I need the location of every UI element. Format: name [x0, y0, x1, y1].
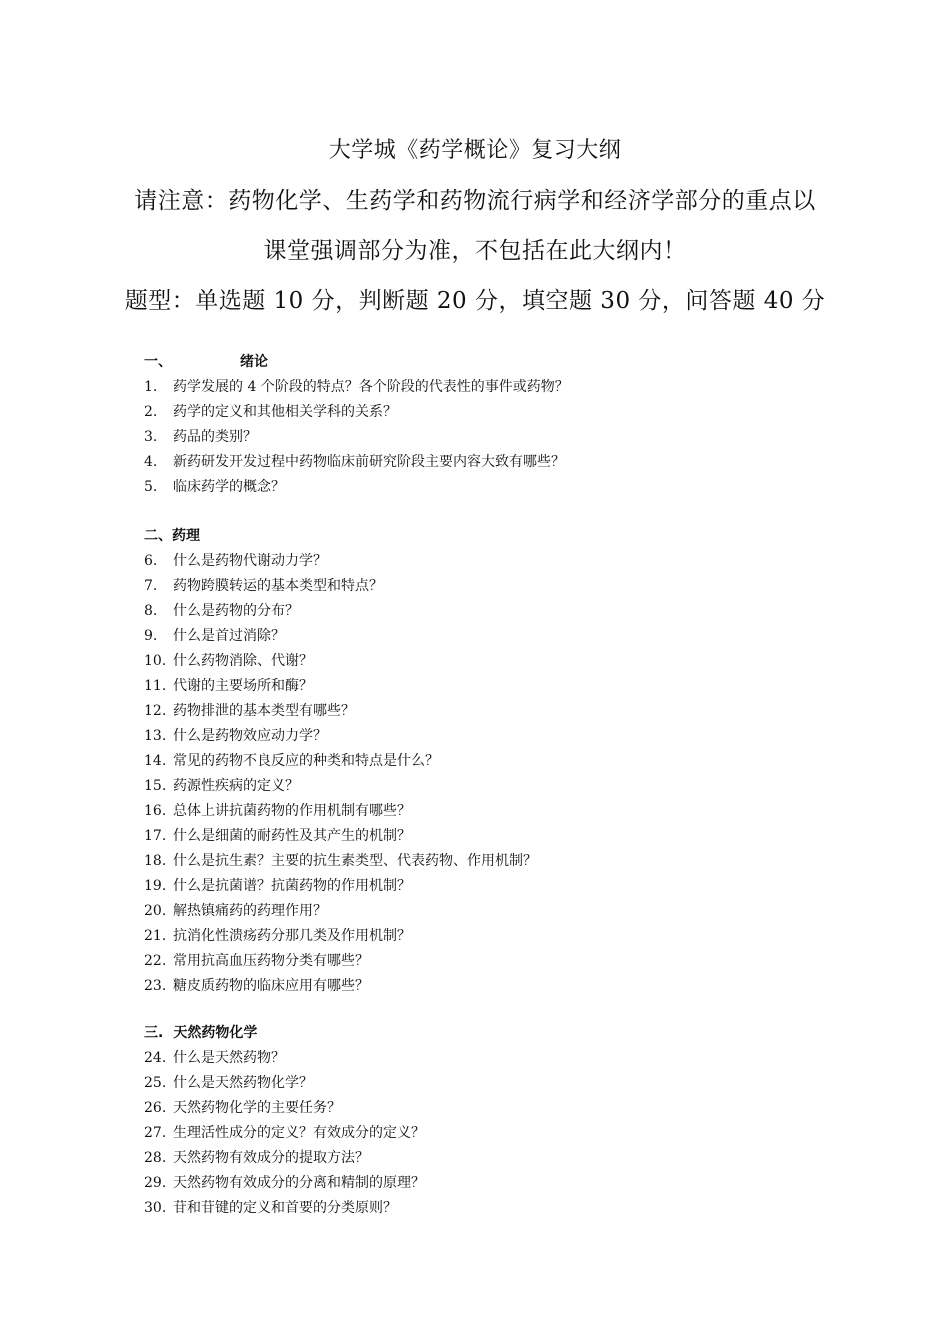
item-text: 天然药物化学的主要任务？ [173, 1100, 341, 1116]
list-item [144, 649, 864, 674]
item-text: 什么是天然药物化学？ [173, 1075, 313, 1091]
item-text: 药学发展的 4 个阶段的特点？各个阶段的代表性的事件或药物？ [173, 379, 569, 395]
list-item [144, 1121, 864, 1146]
item-number: 20. [144, 903, 167, 919]
item-text: 什么是药物效应动力学？ [173, 728, 327, 744]
section-number: 一、 [144, 354, 172, 370]
list-item [144, 425, 864, 450]
item-text: 糖皮质药物的临床应用有哪些？ [173, 978, 369, 994]
list-item [144, 724, 864, 749]
item-number: 22. [144, 953, 167, 969]
list-item [144, 749, 864, 774]
item-text: 药物排泄的基本类型有哪些？ [173, 703, 355, 719]
item-text: 什么是药物代谢动力学？ [173, 553, 327, 569]
item-text: 常见的药物不良反应的种类和特点是什么？ [173, 753, 439, 769]
list-item [144, 699, 864, 724]
item-number: 5. [144, 479, 158, 495]
item-number: 10. [144, 653, 167, 669]
item-number: 14. [144, 753, 167, 769]
list-item [144, 949, 864, 974]
item-number: 24. [144, 1050, 167, 1066]
item-text: 临床药学的概念？ [173, 479, 285, 495]
item-number: 4. [144, 454, 158, 470]
list-item [144, 1071, 864, 1096]
item-text: 什么是首过消除？ [173, 628, 285, 644]
section-heading [144, 524, 864, 549]
item-text: 常用抗高血压药物分类有哪些？ [173, 953, 369, 969]
list-item [144, 1146, 864, 1171]
section-natural-medicinal-chemistry [144, 1021, 864, 1221]
item-number: 8. [144, 603, 158, 619]
item-number: 2. [144, 404, 158, 420]
list-item [144, 624, 864, 649]
list-item [144, 924, 864, 949]
item-text: 药物跨膜转运的基本类型和特点？ [173, 578, 383, 594]
item-text: 天然药物有效成分的分离和精制的原理？ [173, 1175, 425, 1191]
item-number: 26. [144, 1100, 167, 1116]
list-item [144, 824, 864, 849]
item-number: 11. [144, 678, 167, 694]
item-number: 3. [144, 429, 158, 445]
question-types: 题型：单选题 10 分，判断题 20 分，填空题 30 分，问答题 40 分 [124, 288, 826, 314]
section-heading [144, 1021, 864, 1046]
item-text: 新药研发开发过程中药物临床前研究阶段主要内容大致有哪些？ [173, 454, 565, 470]
item-number: 25. [144, 1075, 167, 1091]
item-text: 什么是细菌的耐药性及其产生的机制？ [173, 828, 411, 844]
list-item [144, 1196, 864, 1221]
item-text: 抗消化性溃疡药分那几类及作用机制？ [173, 928, 411, 944]
section-pharmacology [144, 524, 864, 999]
item-text: 代谢的主要场所和酶？ [173, 678, 313, 694]
item-number: 15. [144, 778, 167, 794]
item-number: 12. [144, 703, 167, 719]
item-number: 28. [144, 1150, 167, 1166]
item-number: 9. [144, 628, 158, 644]
section-title: 药理 [172, 528, 200, 544]
item-number: 6. [144, 553, 158, 569]
item-text: 解热镇痛药的药理作用？ [173, 903, 327, 919]
item-text: 什么药物消除、代谢？ [173, 653, 313, 669]
section-number: 三. [144, 1025, 164, 1041]
heading-gap [163, 1021, 173, 1046]
item-number: 29. [144, 1175, 167, 1191]
item-text: 药学的定义和其他相关学科的关系？ [173, 404, 397, 420]
item-number: 17. [144, 828, 167, 844]
section-heading [144, 350, 864, 375]
section-title: 绪论 [240, 354, 268, 370]
list-item [144, 574, 864, 599]
item-number: 19. [144, 878, 167, 894]
notice-line-1: 请注意：药物化学、生药学和药物流行病学和经济学部分的重点以 [134, 188, 816, 214]
item-text: 药源性疾病的定义？ [173, 778, 299, 794]
item-number: 7. [144, 578, 158, 594]
item-text: 苷和苷键的定义和首要的分类原则？ [173, 1200, 397, 1216]
item-text: 总体上讲抗菌药物的作用机制有哪些？ [173, 803, 411, 819]
list-item [144, 899, 864, 924]
item-text: 什么是药物的分布？ [173, 603, 299, 619]
item-number: 13. [144, 728, 167, 744]
list-item [144, 599, 864, 624]
list-item [144, 450, 864, 475]
item-number: 21. [144, 928, 167, 944]
section-title: 天然药物化学 [173, 1025, 258, 1041]
list-item [144, 475, 864, 500]
item-number: 27. [144, 1125, 167, 1141]
notice-line-2: 课堂强调部分为准，不包括在此大纲内！ [263, 238, 687, 264]
list-item [144, 1096, 864, 1121]
section-introduction [144, 350, 864, 500]
item-number: 16. [144, 803, 167, 819]
list-item [144, 400, 864, 425]
list-item [144, 375, 864, 400]
list-item [144, 799, 864, 824]
list-item [144, 674, 864, 699]
item-text: 药品的类别？ [173, 429, 257, 445]
item-number: 23. [144, 978, 167, 994]
item-text: 什么是天然药物？ [173, 1050, 285, 1066]
list-item [144, 774, 864, 799]
item-number: 18. [144, 853, 167, 869]
item-number: 30. [144, 1200, 167, 1216]
list-item [144, 849, 864, 874]
item-text: 什么是抗生素？主要的抗生素类型、代表药物、作用机制？ [173, 853, 537, 869]
list-item [144, 874, 864, 899]
list-item [144, 974, 864, 999]
item-text: 什么是抗菌谱？抗菌药物的作用机制？ [173, 878, 411, 894]
list-item [144, 549, 864, 574]
document-title: 大学城《药学概论》复习大纲 [328, 138, 622, 163]
item-text: 天然药物有效成分的提取方法？ [173, 1150, 369, 1166]
item-number: 1. [144, 379, 158, 395]
item-text: 生理活性成分的定义？有效成分的定义？ [173, 1125, 425, 1141]
list-item [144, 1171, 864, 1196]
section-number: 二、 [144, 528, 172, 544]
list-item [144, 1046, 864, 1071]
heading-gap [172, 350, 240, 375]
